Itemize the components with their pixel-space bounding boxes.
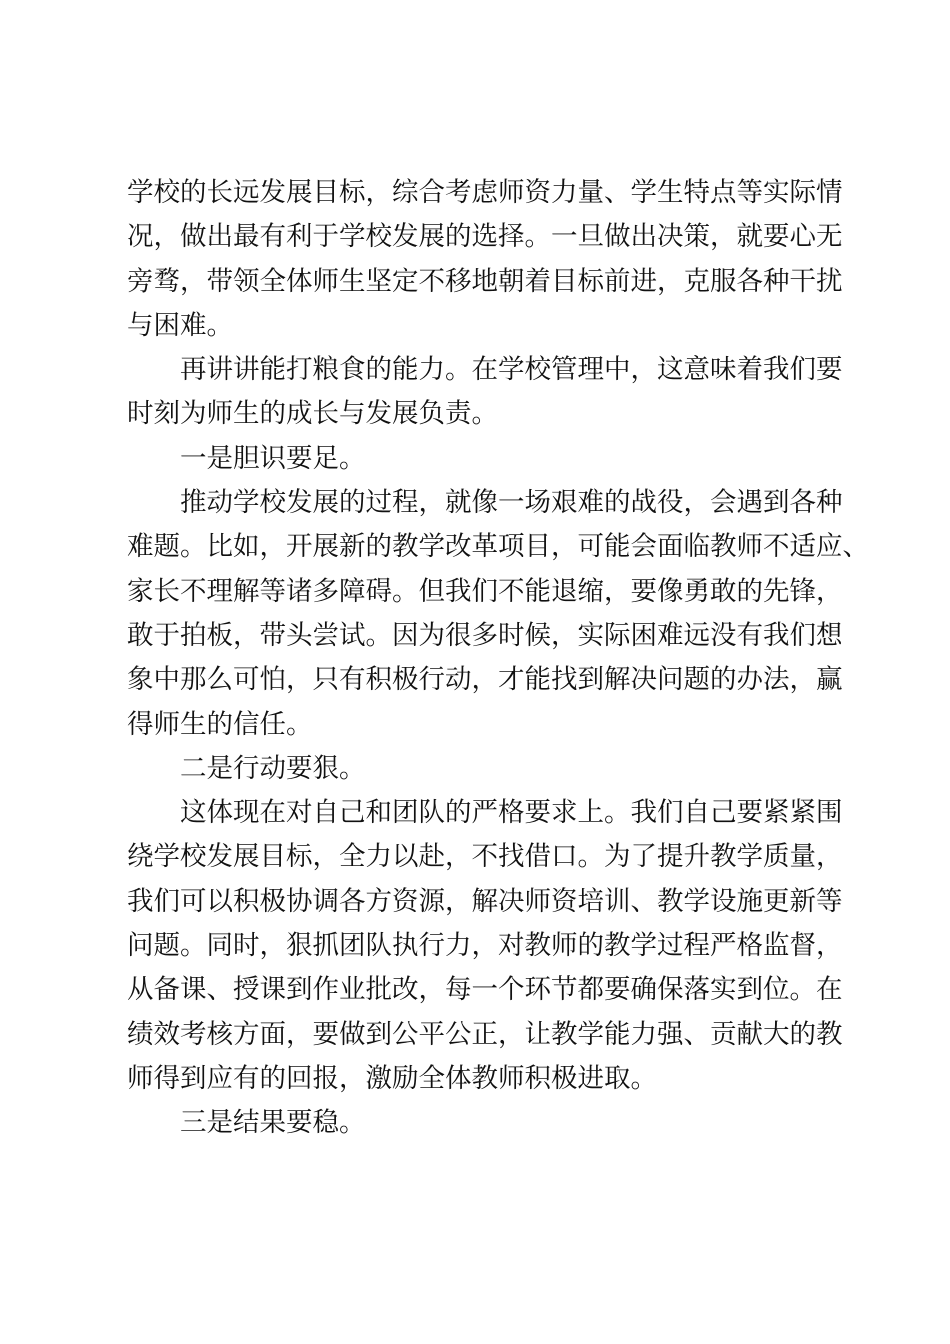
text-line: 家长不理解等诸多障碍。但我们不能退缩，要像勇敢的先锋， [127, 575, 843, 607]
text-line: 绩效考核方面，要做到公平公正，让教学能力强、贡献大的教 [127, 1018, 843, 1050]
section-heading: 一是胆识要足。 [180, 442, 366, 474]
text-line: 与困难。 [127, 309, 233, 341]
text-line: 绕学校发展目标，全力以赴，不找借口。为了提升教学质量， [127, 841, 843, 873]
text-line: 得师生的信任。 [127, 708, 313, 740]
text-line: 这体现在对自己和团队的严格要求上。我们自己要紧紧围 [180, 797, 843, 829]
section-heading: 三是结果要稳。 [180, 1107, 366, 1139]
text-line: 况，做出最有利于学校发展的选择。一旦做出决策，就要心无 [127, 221, 843, 253]
text-line: 问题。同时，狠抓团队执行力，对教师的教学过程严格监督， [127, 930, 843, 962]
section-heading: 二是行动要狠。 [180, 752, 366, 784]
text-line: 推动学校发展的过程，就像一场艰难的战役，会遇到各种 [180, 487, 843, 519]
text-line: 象中那么可怕，只有积极行动，才能找到解决问题的办法，赢 [127, 664, 843, 696]
text-line: 时刻为师生的成长与发展负责。 [127, 398, 498, 430]
text-line: 再讲讲能打粮食的能力。在学校管理中，这意味着我们要 [180, 354, 843, 386]
text-line: 难题。比如，开展新的教学改革项目，可能会面临教师不适应、 [127, 531, 869, 563]
text-line: 从备课、授课到作业批改，每一个环节都要确保落实到位。在 [127, 974, 843, 1006]
text-line: 敢于拍板，带头尝试。因为很多时候，实际困难远没有我们想 [127, 619, 843, 651]
text-line: 旁骛，带领全体师生坚定不移地朝着目标前进，克服各种干扰 [127, 265, 843, 297]
text-line: 我们可以积极协调各方资源，解决师资培训、教学设施更新等 [127, 885, 843, 917]
document-body [127, 171, 869, 1146]
text-line: 师得到应有的回报，激励全体教师积极进取。 [127, 1062, 657, 1094]
text-line: 学校的长远发展目标，综合考虑师资力量、学生特点等实际情 [127, 177, 843, 208]
